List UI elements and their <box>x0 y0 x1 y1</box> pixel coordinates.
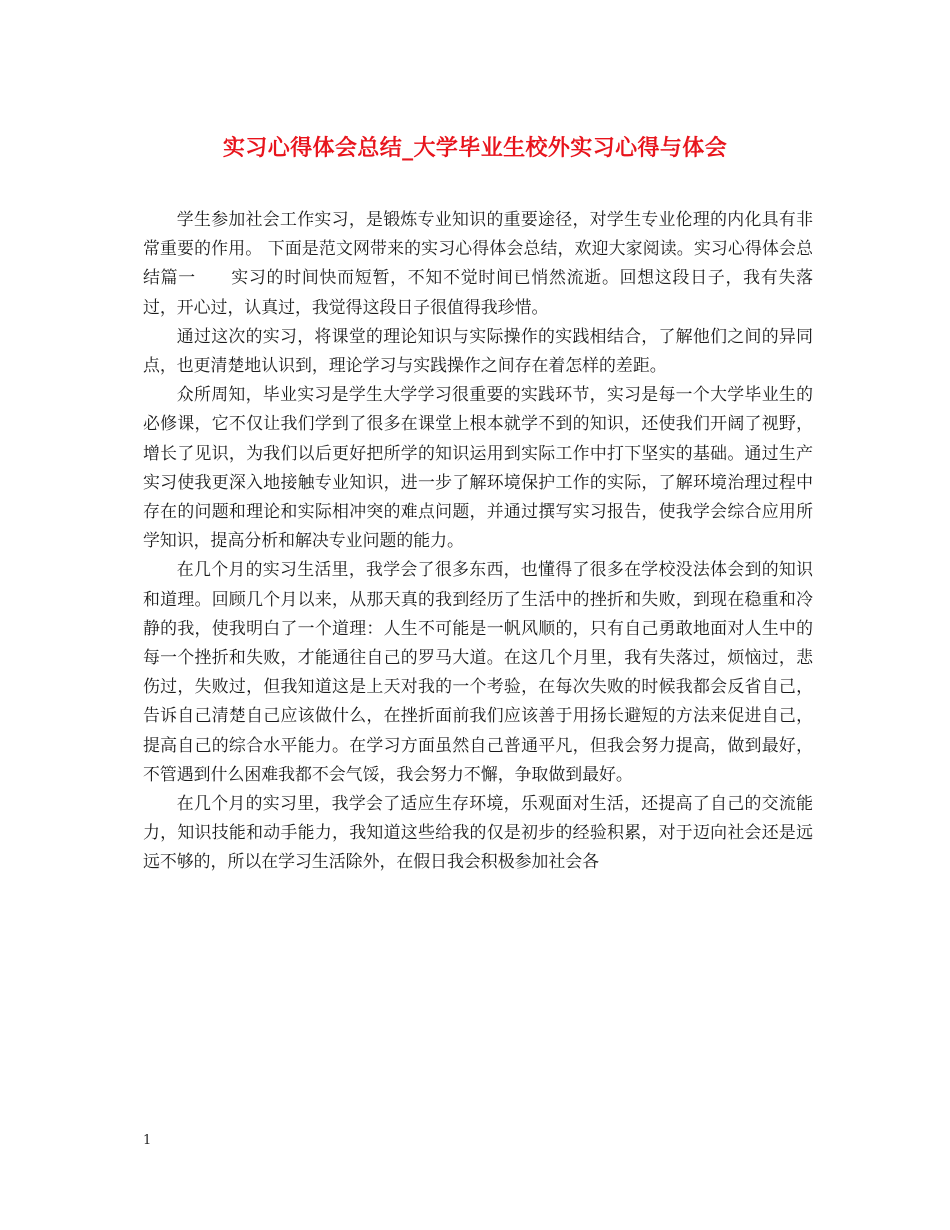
paragraph-3: 众所周知，毕业实习是学生大学学习很重要的实践环节，实习是每一个大学毕业生的必修课，它不仅让我们学到了很多在课堂上根本就学不到的知识，还使我们开阔了视野，增长了见识，为我们以后更好把所学的知识运用到实际工作中打下坚实的基础。通过生产实习使我更深入地接触专业知识，进一步了解环境保护工作的实际，了解环境治理过程中存在的问题和理论和实际相冲突的难点问题，并通过撰写实习报告，使我学会综合应用所学知识，提高分析和解决专业问题的能力。 <box>143 384 813 551</box>
page-number: 1 <box>143 1133 152 1148</box>
document-body <box>143 205 813 877</box>
paragraph-5: 在几个月的实习里，我学会了适应生存环境，乐观面对生活，还提高了自己的交流能力，知识技能和动手能力，我知道这些给我的仅是初步的经验积累，对于迈向社会还是远远不够的，所以在学习生活除外，在假日我会积极参加社会各 <box>143 793 813 872</box>
document-title: 实习心得体会总结_大学毕业生校外实习心得与体会 <box>222 135 728 161</box>
paragraph-2: 通过这次的实习，将课堂的理论知识与实际操作的实践相结合，了解他们之间的异同点，也更清楚地认识到，理论学习与实践操作之间存在着怎样的差距。 <box>143 325 813 376</box>
paragraph-1: 学生参加社会工作实习，是锻炼专业知识的重要途径，对学生专业伦理的内化具有非常重要的作用。 下面是范文网带来的实习心得体会总结，欢迎大家阅读。实习心得体会总结篇一 实习的时间快而短暂，不知不觉时间已悄然流逝。回想这段日子，我有失落过，开心过，认真过，我觉得这段日子很值得我珍惜。 <box>143 209 813 317</box>
paragraph-4: 在几个月的实习生活里，我学会了很多东西，也懂得了很多在学校没法体会到的知识和道理。回顾几个月以来，从那天真的我到经历了生活中的挫折和失败，到现在稳重和冷静的我，使我明白了一个道理：人生不可能是一帆风顺的，只有自己勇敢地面对人生中的每一个挫折和失败，才能通往自己的罗马大道。在这几个月里，我有失落过，烦恼过，悲伤过，失败过，但我知道这是上天对我的一个考验，在每次失败的时候我都会反省自己，告诉自己清楚自己应该做什么，在挫折面前我们应该善于用扬长避短的方法来促进自己，提高自己的综合水平能力。在学习方面虽然自己普通平凡，但我会努力提高，做到最好，不管遇到什么困难我都不会气馁，我会努力不懈，争取做到最好。 <box>143 559 813 784</box>
